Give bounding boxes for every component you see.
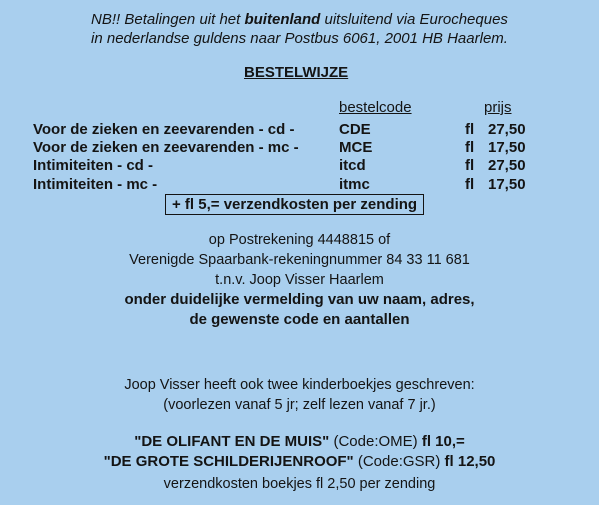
- order-item-currency: fl: [465, 176, 475, 193]
- kids-books-ages: (voorlezen vanaf 5 jr; zelf lezen vanaf 7 jr.): [163, 397, 436, 413]
- order-item-price: 17,50: [488, 139, 526, 156]
- order-item-currency: fl: [465, 121, 475, 138]
- order-item-price: 17,50: [488, 176, 526, 193]
- payment-postal-account: op Postrekening 4448815 of: [208, 232, 391, 248]
- order-item-code: itcd: [339, 157, 366, 174]
- order-item-desc: Voor de zieken en zeevarenden - cd -: [33, 121, 295, 138]
- order-item-desc: Intimiteiten - cd -: [33, 157, 153, 174]
- shipping-cost-box: + fl 5,= verzendkosten per zending: [165, 194, 424, 215]
- payment-bank-account: Verenigde Spaarbank-rekeningnummer 84 33 11 681: [129, 252, 470, 268]
- payment-recipient: t.n.v. Joop Visser Haarlem: [215, 272, 384, 288]
- book-code: (Code:OME): [329, 433, 422, 450]
- order-item-currency: fl: [465, 157, 475, 174]
- payment-instruction-1: onder duidelijke vermelding van uw naam, adres,: [124, 291, 475, 308]
- books-shipping-cost: verzendkosten boekjes fl 2,50 per zending: [163, 476, 436, 492]
- book-olifant: "DE OLIFANT EN DE MUIS" (Code:OME) fl 10,=: [134, 433, 465, 450]
- kids-books-intro: Joop Visser heeft ook twee kinderboekjes geschreven:: [124, 377, 475, 393]
- notice-line-2: in nederlandse guldens naar Postbus 6061, 2001 HB Haarlem.: [91, 30, 508, 47]
- notice-emphasis: buitenland: [244, 11, 321, 28]
- order-item-desc: Intimiteiten - mc -: [33, 176, 158, 193]
- column-header-price: prijs: [484, 99, 512, 116]
- order-heading: BESTELWIJZE: [244, 64, 349, 81]
- book-price: fl 12,50: [444, 453, 496, 470]
- order-item-code: CDE: [339, 121, 371, 138]
- column-header-code: bestelcode: [339, 99, 412, 116]
- order-item-code: MCE: [339, 139, 373, 156]
- order-item-desc: Voor de zieken en zeevarenden - mc -: [33, 139, 299, 156]
- book-schilderijenroof: "DE GROTE SCHILDERIJENROOF" (Code:GSR) fl 12,50: [103, 453, 496, 470]
- book-price: fl 10,=: [421, 433, 465, 450]
- book-code: (Code:GSR): [353, 453, 445, 470]
- payment-instruction-2: de gewenste code en aantallen: [189, 311, 410, 328]
- order-item-price: 27,50: [488, 121, 526, 138]
- order-item-price: 27,50: [488, 157, 526, 174]
- order-item-currency: fl: [465, 139, 475, 156]
- order-item-code: itmc: [339, 176, 370, 193]
- notice-line-1: NB!! Betalingen uit het buitenland uitsluitend via Eurocheques: [91, 11, 508, 28]
